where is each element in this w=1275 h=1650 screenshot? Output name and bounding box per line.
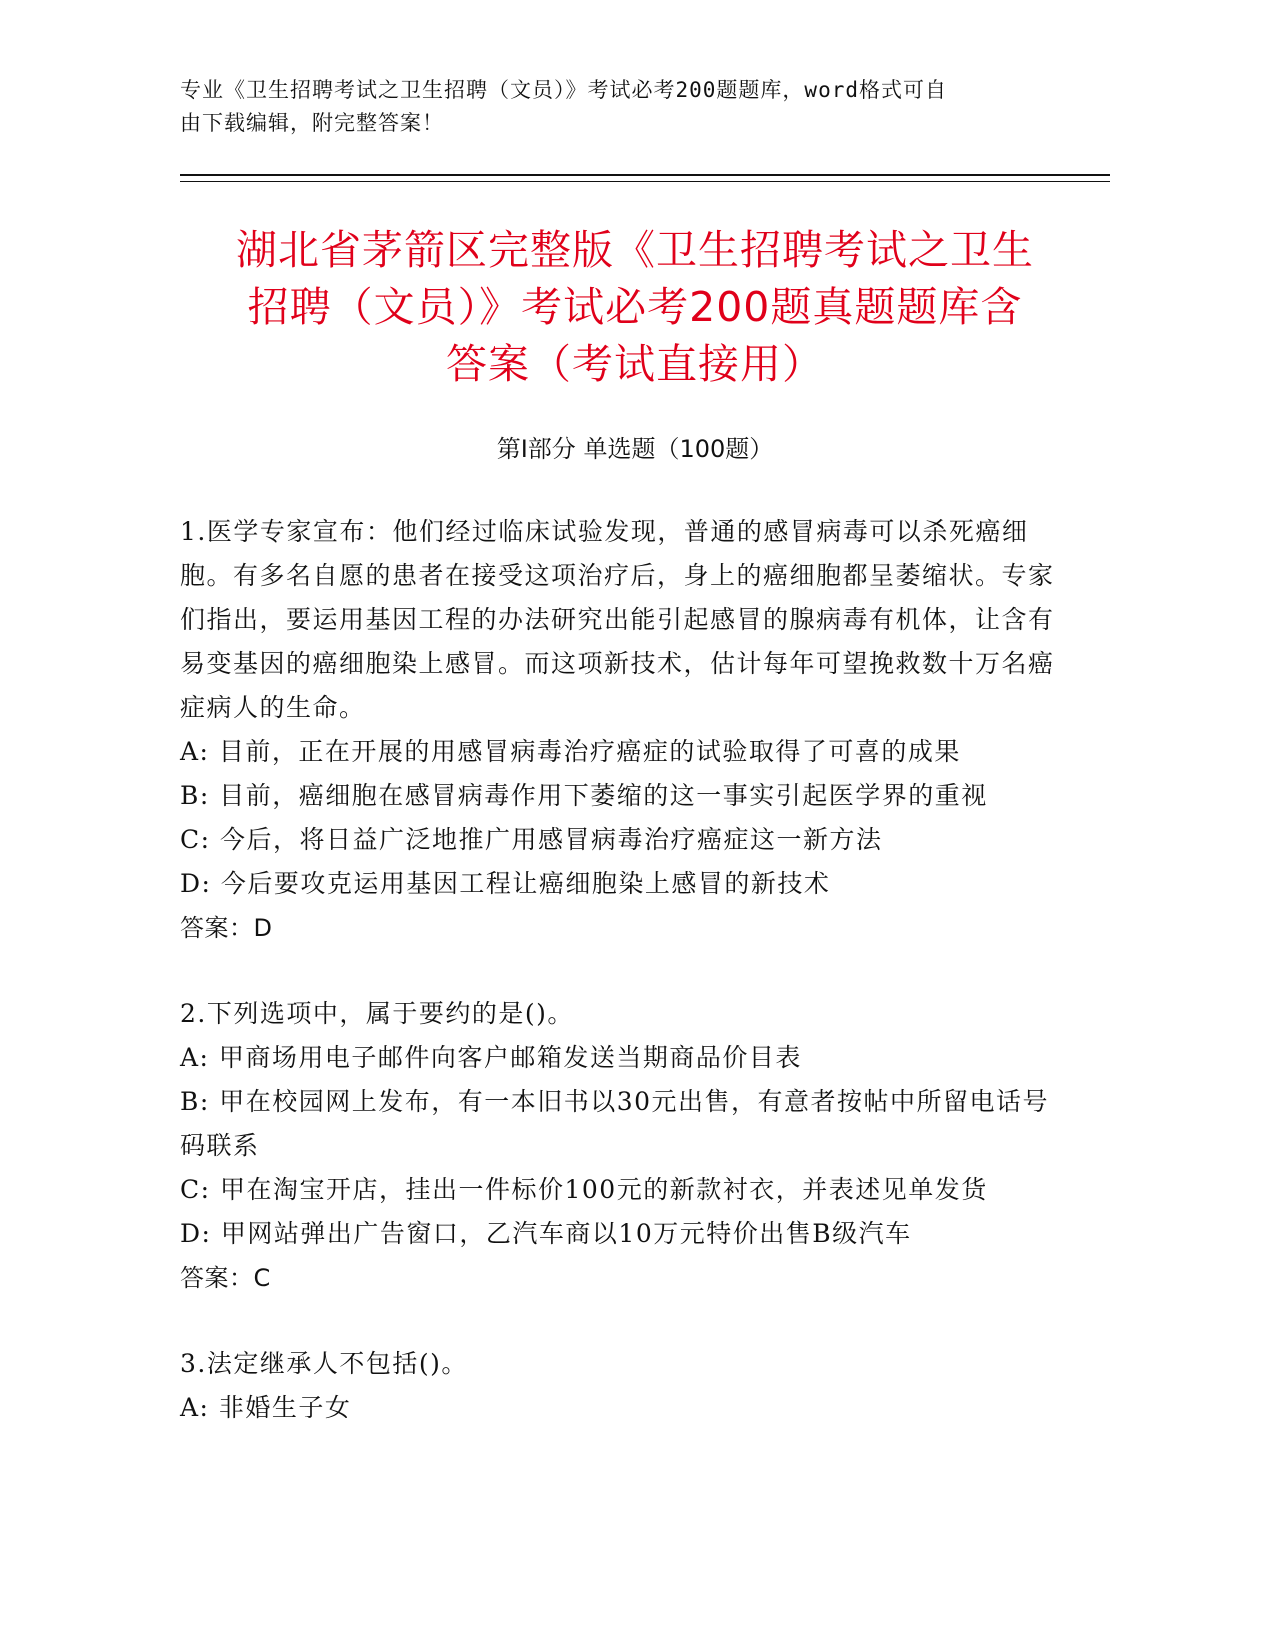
question-1 [180, 510, 1055, 950]
header-note-line-2: 由下载编辑，附完整答案！ [180, 111, 444, 135]
question-option-d: D: 今后要攻克运用基因工程让癌细胞染上感冒的新技术 [180, 869, 831, 898]
header-note [180, 74, 1060, 140]
question-stem: 3.法定继承人不包括()。 [180, 1349, 468, 1378]
header-divider-thick [180, 174, 1110, 176]
question-option-a: A: 目前，正在开展的用感冒病毒治疗癌症的试验取得了可喜的成果 [180, 737, 961, 766]
header-note-line-1: 专业《卫生招聘考试之卫生招聘（文员）》考试必考200题题库，word格式可自 [180, 78, 947, 102]
question-option-b: B: 甲在校园网上发布，有一本旧书以30元出售，有意者按帖中所留电话号码联系 [180, 1087, 1050, 1160]
question-option-a: A: 甲商场用电子邮件向客户邮箱发送当期商品价目表 [180, 1043, 802, 1072]
question-2 [180, 992, 1055, 1300]
question-option-c: C: 甲在淘宝开店，挂出一件标价100元的新款衬衣，并表述见单发货 [180, 1175, 988, 1204]
question-option-b: B: 目前，癌细胞在感冒病毒作用下萎缩的这一事实引起医学界的重视 [180, 781, 988, 810]
document-title-line-1: 湖北省茅箭区完整版《卫生招聘考试之卫生 [236, 226, 1034, 274]
question-answer: 答案：D [180, 914, 273, 942]
question-list [180, 510, 1055, 1472]
question-3 [180, 1342, 1055, 1430]
document-title-line-2: 招聘（文员）》考试必考200题真题题库含 [247, 283, 1023, 331]
document-title-line-3: 答案（考试直接用） [446, 340, 824, 388]
question-option-d: D: 甲网站弹出广告窗口，乙汽车商以10万元特价出售B级汽车 [180, 1219, 912, 1248]
question-stem: 2.下列选项中，属于要约的是()。 [180, 999, 574, 1028]
section-heading: 第Ⅰ部分 单选题（100题） [496, 435, 774, 463]
question-option-c: C: 今后，将日益广泛地推广用感冒病毒治疗癌症这一新方法 [180, 825, 883, 854]
question-stem: 1.医学专家宣布：他们经过临床试验发现，普通的感冒病毒可以杀死癌细胞。有多名自愿的患者在接受这项治疗后，身上的癌细胞都呈萎缩状。专家们指出，要运用基因工程的办法研究出能引起感冒的腺病毒有机体，让含有易变基因的癌细胞染上感冒。而这项新技术，估计每年可望挽救数十万名癌症病人的生命。 [180, 517, 1055, 722]
question-option-a: A: 非婚生子女 [180, 1393, 352, 1422]
question-answer: 答案：C [180, 1264, 271, 1292]
header-divider-thin [180, 181, 1110, 182]
document-title [180, 222, 1090, 393]
